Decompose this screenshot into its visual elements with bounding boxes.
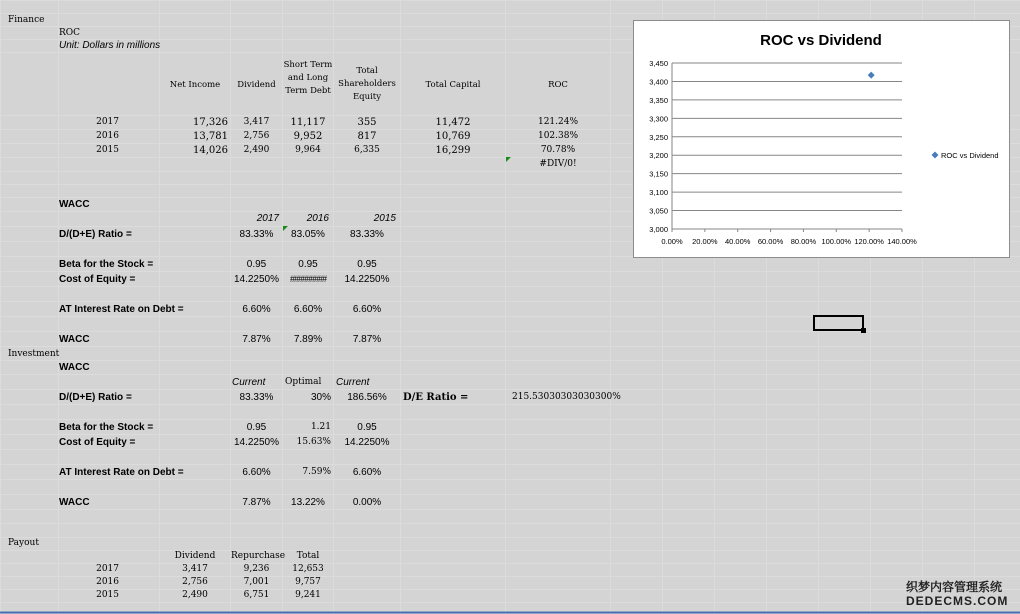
investment-coe-label: Cost of Equity = — [59, 437, 136, 448]
investment-beta-label: Beta for the Stock = — [59, 422, 154, 433]
interest-rate-cell: 6.60% — [293, 304, 323, 315]
equity-cell: 355 — [357, 117, 377, 128]
interest-rate-cell: 6.60% — [352, 304, 382, 315]
header-equity: Total Shareholders Equity — [338, 66, 396, 102]
roc-vs-dividend-chart[interactable] — [633, 20, 1010, 258]
section-label-investment: Investment — [8, 349, 60, 359]
net-income-cell: 13,781 — [193, 131, 228, 142]
investment-col-header: Optimal — [285, 377, 322, 387]
payout-total-cell: 9,757 — [295, 577, 321, 587]
cost-of-equity-cell: 14.2250% — [233, 274, 280, 285]
payout-year: 2016 — [96, 577, 119, 587]
dividend-cell: 2,756 — [243, 131, 270, 141]
investment-de-cell: 30% — [310, 392, 331, 403]
section-label-finance: Finance — [8, 15, 45, 25]
y-tick-label: 3,350 — [649, 95, 668, 105]
de-e-ratio-cell: 215.53030303030300% — [512, 392, 621, 402]
x-tick-label: 100.00% — [821, 237, 852, 246]
investment-rate-cell: 6.60% — [242, 467, 271, 478]
debt-cell: 9,964 — [295, 145, 321, 155]
y-tick-label: 3,050 — [649, 206, 668, 216]
investment-beta-cell: 1.21 — [310, 422, 331, 432]
de-ratio-cell: 83.05% — [291, 229, 325, 240]
payout-header: Dividend — [174, 551, 216, 561]
investment-beta-cell: 0.95 — [357, 422, 377, 433]
de-ratio-label: D/(D+E) Ratio = — [59, 229, 132, 240]
y-tick-label: 3,000 — [649, 225, 668, 234]
legend-label: ROC vs Dividend — [941, 151, 999, 160]
y-tick-label: 3,450 — [649, 59, 668, 68]
payout-repurchase-cell: 7,001 — [243, 577, 270, 587]
payout-repurchase-cell: 9,236 — [243, 564, 270, 574]
roc-label: ROC — [59, 28, 81, 38]
de-e-ratio-label: D/E Ratio = — [403, 392, 469, 403]
total-capital-cell: 10,769 — [435, 131, 471, 142]
roc-error-cell: #DIV/0! — [539, 159, 577, 169]
beta-cell: 0.95 — [246, 259, 267, 270]
finance-year: 2017 — [96, 117, 119, 127]
equity-cell: 6,335 — [354, 145, 380, 155]
payout-header: Repurchase — [231, 551, 286, 561]
x-tick-label: 120.00% — [854, 237, 884, 246]
investment-rate-cell: 6.60% — [352, 467, 382, 478]
wacc-year-header: 2016 — [306, 213, 329, 224]
investment-wacc-title: WACC — [59, 362, 90, 373]
chart-title: ROC vs Dividend — [760, 32, 882, 49]
payout-dividend-cell: 3,417 — [182, 564, 208, 574]
header-dividend: Dividend — [237, 80, 276, 90]
wacc-title: WACC — [59, 199, 90, 210]
section-label-payout: Payout — [8, 538, 39, 548]
payout-header: Total — [296, 551, 320, 561]
equity-cell: 817 — [357, 131, 377, 142]
chart-plot-area — [634, 21, 1009, 257]
interest-rate-label: AT Interest Rate on Debt = — [59, 304, 184, 315]
investment-rate-label: AT Interest Rate on Debt = — [59, 467, 184, 478]
data-point — [868, 72, 875, 79]
beta-label: Beta for the Stock = — [59, 259, 154, 270]
y-tick-label: 3,250 — [649, 132, 668, 142]
header-debt: Short Term and Long Term Debt — [283, 60, 333, 96]
dividend-cell: 2,490 — [243, 145, 270, 155]
header-total-capital: Total Capital — [425, 80, 481, 90]
finance-year: 2015 — [96, 145, 119, 155]
investment-beta-cell: 0.95 — [246, 422, 267, 433]
net-income-cell: 17,326 — [193, 117, 228, 128]
roc-cell: 70.78% — [540, 145, 576, 155]
investment-wacc-cell: 0.00% — [352, 497, 382, 508]
payout-year: 2017 — [96, 564, 119, 574]
debt-cell: 9,952 — [293, 131, 323, 142]
beta-cell: 0.95 — [357, 259, 377, 270]
legend-marker — [932, 152, 939, 159]
x-tick-label: 60.00% — [757, 237, 784, 246]
y-tick-label: 3,150 — [649, 169, 668, 179]
header-net-income: Net Income — [169, 80, 221, 90]
x-tick-label: 140.00% — [887, 237, 917, 246]
investment-coe-cell: 14.2250% — [233, 437, 280, 448]
wacc-year-header: 2015 — [373, 213, 396, 224]
investment-col-header: Current — [232, 377, 266, 388]
investment-de-label: D/(D+E) Ratio = — [59, 392, 132, 403]
cost-of-equity-cell: ######### — [289, 274, 327, 284]
cost-of-equity-label: Cost of Equity = — [59, 274, 136, 285]
y-tick-label: 3,200 — [649, 151, 668, 161]
investment-wacc-cell: 7.87% — [242, 497, 271, 508]
x-tick-label: 80.00% — [790, 237, 817, 246]
total-capital-cell: 16,299 — [435, 145, 471, 156]
payout-dividend-cell: 2,756 — [182, 577, 208, 587]
roc-cell: 102.38% — [537, 131, 579, 141]
x-tick-label: 20.00% — [692, 237, 718, 246]
investment-coe-cell: 15.63% — [296, 437, 331, 447]
x-tick-label: 0.00% — [661, 237, 683, 246]
x-tick-label: 40.00% — [724, 237, 751, 246]
de-ratio-cell: 83.33% — [239, 229, 274, 240]
investment-de-cell: 83.33% — [239, 392, 274, 403]
y-tick-label: 3,300 — [649, 114, 668, 124]
investment-coe-cell: 14.2250% — [344, 437, 390, 448]
investment-wacc-cell: 13.22% — [291, 497, 325, 508]
investment-rate-cell: 7.59% — [302, 467, 331, 477]
active-cell-selection[interactable] — [813, 315, 864, 331]
finance-year: 2016 — [96, 131, 119, 141]
watermark-line-1: 织梦内容管理系统 — [906, 580, 1003, 594]
wacc-cell: 7.87% — [242, 334, 271, 345]
investment-col-header: Current — [336, 377, 370, 388]
dividend-cell: 3,417 — [243, 117, 270, 127]
interest-rate-cell: 6.60% — [242, 304, 271, 315]
y-tick-label: 3,400 — [649, 77, 668, 87]
wacc-year-header: 2017 — [256, 213, 279, 224]
total-capital-cell: 11,472 — [435, 117, 471, 128]
investment-wacc-label: WACC — [59, 497, 90, 508]
payout-year: 2015 — [96, 590, 119, 600]
net-income-cell: 14,026 — [193, 145, 228, 156]
watermark-line-2: DEDECMS.COM — [906, 594, 1009, 608]
header-roc: ROC — [548, 80, 568, 90]
roc-cell: 121.24% — [537, 117, 579, 127]
unit-label: Unit: Dollars in millions — [59, 40, 161, 51]
payout-repurchase-cell: 6,751 — [243, 590, 270, 600]
watermark — [906, 580, 1008, 608]
payout-total-cell: 9,241 — [295, 590, 321, 600]
payout-dividend-cell: 2,490 — [182, 590, 208, 600]
cost-of-equity-cell: 14.2250% — [344, 274, 390, 285]
y-tick-label: 3,100 — [649, 188, 668, 198]
debt-cell: 11,117 — [290, 117, 326, 128]
wacc-cell: 7.89% — [293, 334, 323, 345]
de-ratio-cell: 83.33% — [350, 229, 384, 240]
investment-de-cell: 186.56% — [347, 392, 387, 403]
payout-total-cell: 12,653 — [292, 564, 324, 574]
wacc-cell: 7.87% — [352, 334, 382, 345]
beta-cell: 0.95 — [298, 259, 318, 270]
wacc-label: WACC — [59, 334, 90, 345]
